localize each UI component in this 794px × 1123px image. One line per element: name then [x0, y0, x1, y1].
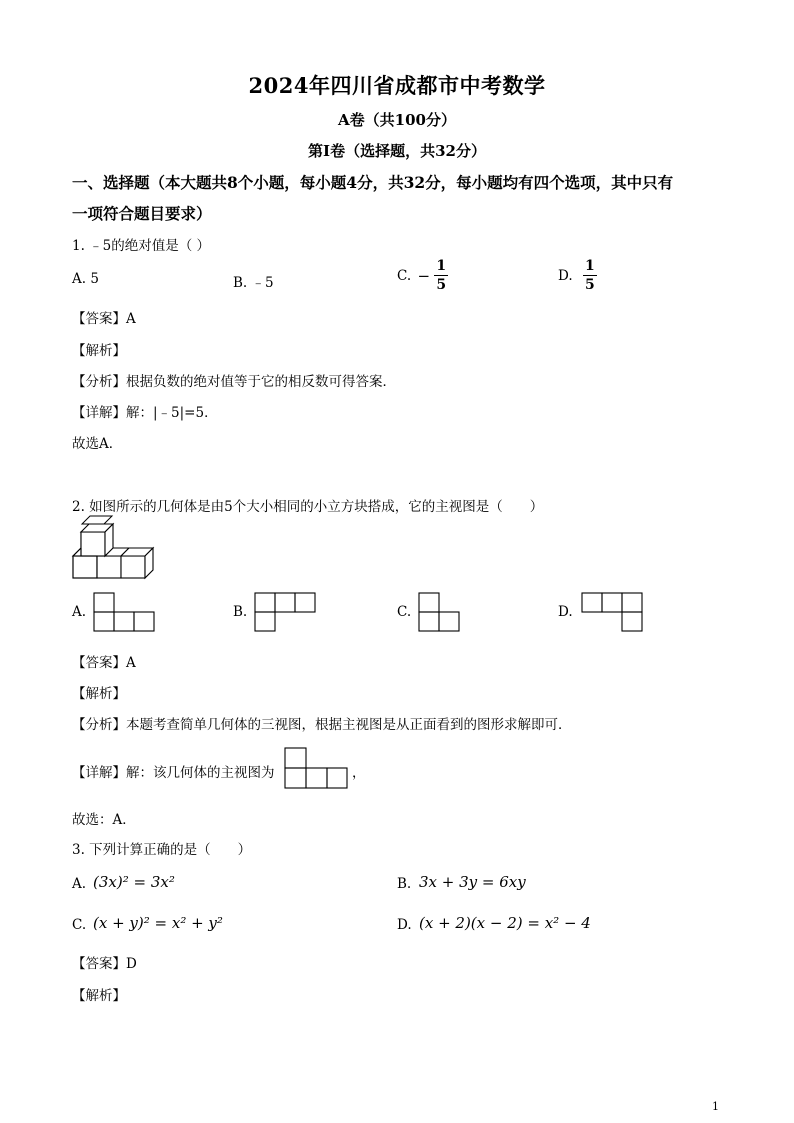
- q1-option-b: B. ﹣5: [233, 275, 274, 291]
- q2-option-a-label: A.: [72, 604, 87, 620]
- q1-option-d: [558, 259, 597, 292]
- q1-fenxi: 【分析】根据负数的绝对值等于它的相反数可得答案．: [72, 374, 396, 390]
- q1-analysis-label: 【解析】: [72, 343, 126, 359]
- q2-detail: 【详解】解：该几何体的主视图为: [72, 765, 275, 781]
- q1-option-d-numerator: 1: [584, 258, 595, 274]
- q2-option-d-figure: [581, 592, 643, 632]
- q1-option-d-denominator: 5: [584, 277, 595, 293]
- q1-option-c-numerator: 1: [436, 258, 447, 274]
- q1-option-c-sign: −: [417, 266, 431, 285]
- q1-option-c-label: C.: [397, 267, 412, 284]
- section-heading-line1: 一、选择题（本大题共8个小题，每小题4分，共32分，每小题均有四个选项，其中只有: [72, 173, 674, 192]
- q3-option-b-label: B.: [397, 876, 412, 892]
- section-heading-line2: 一项符合题目要求）: [72, 204, 212, 223]
- q1-option-d-fraction: [583, 259, 597, 292]
- q2-analysis-label: 【解析】: [72, 686, 126, 702]
- q3-option-a-expr: (3x)² = 3x²: [93, 873, 175, 891]
- q1-conclusion: 故选A．: [72, 436, 123, 452]
- q1-option-d-label: D.: [558, 267, 573, 284]
- q2-detail-figure: [284, 747, 348, 789]
- q2-option-d-label: D.: [558, 604, 573, 620]
- q1-stem: 1. ﹣5的绝对值是（ ）: [72, 238, 211, 254]
- q1-option-c-denominator: 5: [436, 277, 447, 293]
- q3-stem: 3. 下列计算正确的是（ ）: [72, 842, 252, 858]
- q3-option-b-expr: 3x + 3y = 6xy: [419, 873, 526, 891]
- q1-option-a: A. 5: [72, 271, 99, 287]
- q2-option-a-figure: [93, 592, 155, 632]
- q3-option-c-label: C.: [72, 917, 87, 933]
- q2-option-c-figure: [418, 592, 462, 632]
- part1-heading: 第Ⅰ卷（选择题，共32分）: [308, 142, 486, 160]
- q3-option-c-expr: (x + y)² = x² + y²: [93, 914, 223, 932]
- q3-analysis-label: 【解析】: [72, 988, 126, 1004]
- q2-option-b-label: B.: [233, 604, 248, 620]
- q2-fenxi: 【分析】本题考查简单几何体的三视图，根据主视图是从正面看到的图形求解即可．: [72, 717, 572, 733]
- paper-a-heading: A卷（共100分）: [338, 111, 456, 129]
- q2-detail-end: ，: [352, 765, 366, 781]
- q2-option-b-figure: [254, 592, 316, 632]
- page-number: 1: [712, 1100, 719, 1113]
- q1-option-c: [397, 259, 448, 292]
- q3-option-d-label: D.: [397, 917, 412, 933]
- q2-option-c-label: C.: [397, 604, 412, 620]
- q1-option-c-fraction: [434, 259, 448, 292]
- q2-solid-figure: [72, 520, 167, 582]
- q2-answer: 【答案】A: [72, 655, 136, 671]
- page-title: 2024年四川省成都市中考数学: [248, 73, 546, 98]
- q1-detail: 【详解】解：|﹣5|=5．: [72, 405, 218, 421]
- q3-option-a-label: A.: [72, 876, 87, 892]
- q2-conclusion: 故选：A．: [72, 812, 136, 828]
- q3-answer: 【答案】D: [72, 956, 137, 972]
- q1-answer: 【答案】A: [72, 311, 136, 327]
- q2-stem: 2. 如图所示的几何体是由5个大小相同的小立方块搭成，它的主视图是（ ）: [72, 499, 544, 515]
- q3-option-d-expr: (x + 2)(x − 2) = x² − 4: [419, 914, 591, 932]
